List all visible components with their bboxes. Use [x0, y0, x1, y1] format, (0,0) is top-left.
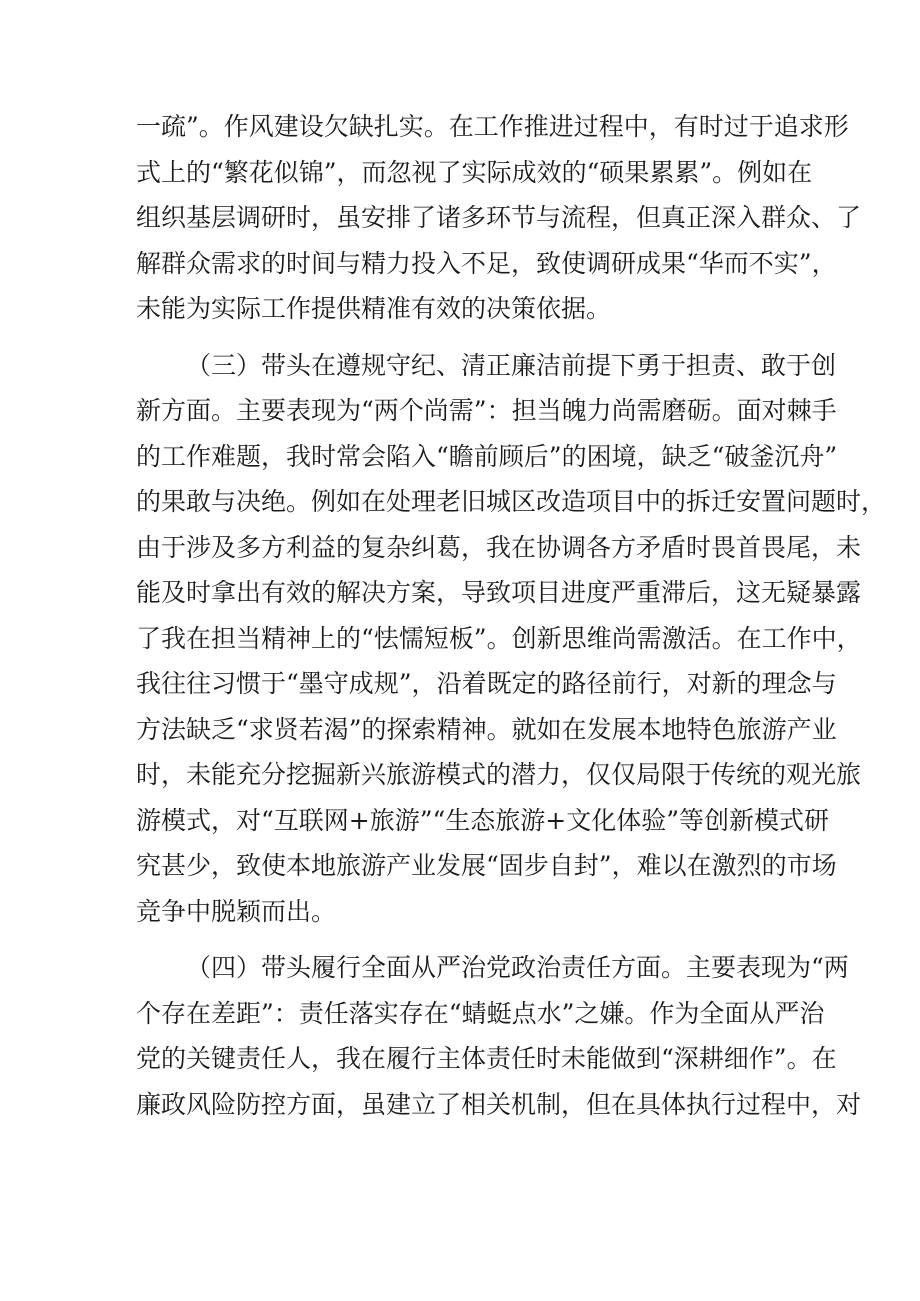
text-line: 游模式，对“互联网+旅游”“生态旅游+文化体验”等创新模式研 [136, 805, 830, 835]
text-line: 解群众需求的时间与精力投入不足，致使调研成果“华而不实”， [136, 248, 837, 278]
text-line: 能及时拿出有效的解决方案，导致项目进度严重滞后，这无疑暴露 [136, 578, 862, 607]
text-line: （四）带头履行全面从严治党政治责任方面。主要表现为“两 [186, 953, 849, 982]
text-line: 由于涉及多方利益的复杂纠葛，我在协调各方矛盾时畏首畏尾，未 [136, 532, 862, 562]
text-line: 一疏”。作风建设欠缺扎实。在工作推进过程中，有时过于追求形 [136, 112, 849, 141]
text-line: （三）带头在遵规守纪、清正廉洁前提下勇于担责、敢于创 [186, 350, 837, 380]
text-line: 的果敢与决绝。例如在处理老旧城区改造项目中的拆迁安置问题时， [136, 487, 887, 516]
text-line: 个存在差距”：责任落实存在“蜻蜓点水”之嫌。作为全面从严治 [136, 998, 825, 1028]
text-line: 究甚少，致使本地旅游产业发展“固步自封”，难以在激烈的市场 [136, 851, 837, 880]
text-line: 的工作难题，我时常会陷入“瞻前顾后”的困境，缺乏“破釜沉舟” [136, 441, 838, 471]
paragraph-gap [136, 934, 792, 945]
paragraph-section-4 [136, 945, 862, 1127]
paragraph-gap [136, 332, 792, 343]
text-line: 竞争中脱颖而出。 [136, 896, 337, 926]
paragraph-section-3 [136, 343, 887, 935]
text-line: 了我在担当精神上的“怯懦短板”。创新思维尚需激活。在工作中， [136, 623, 862, 653]
text-line: 组织基层调研时，虽安排了诸多环节与流程，但真正深入群众、了 [136, 203, 862, 232]
text-line: 我往往习惯于“墨守成规”，沿着既定的路径前行，对新的理念与 [136, 669, 837, 698]
text-line: 方法缺乏“求贤若渴”的探索精神。就如在发展本地特色旅游产业 [136, 714, 837, 744]
text-line: 式上的“繁花似锦”，而忽视了实际成效的“硕果累累”。例如在 [136, 157, 813, 187]
text-line: 新方面。主要表现为“两个尚需”：担当魄力尚需磨砺。面对棘手 [136, 396, 837, 425]
body-text [136, 104, 887, 1127]
text-line: 未能为实际工作提供精准有效的决策依据。 [136, 294, 612, 323]
text-line: 时，未能充分挖掘新兴旅游模式的潜力，仅仅局限于传统的观光旅 [136, 760, 862, 789]
text-line: 廉政风险防控方面，虽建立了相关机制，但在具体执行过程中，对 [136, 1089, 862, 1119]
paragraph-continued [136, 104, 862, 332]
text-line: 党的关键责任人，我在履行主体责任时未能做到“深耕细作”。在 [136, 1044, 837, 1073]
